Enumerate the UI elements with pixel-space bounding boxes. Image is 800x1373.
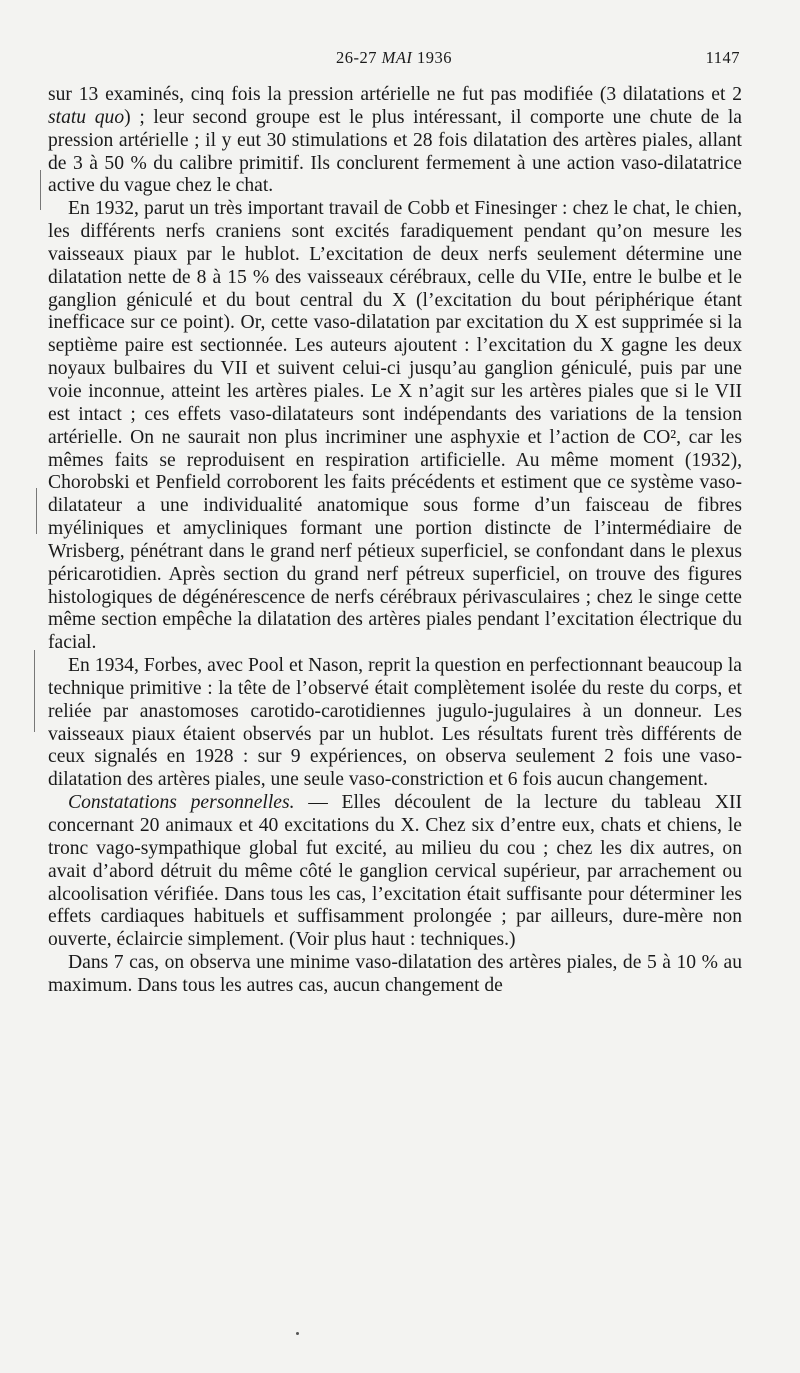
paragraph-5: Dans 7 cas, on observa une minime vaso-dilatation des artères piales, de 5 à 10 % au maximum. Dans tous les autres cas, aucun changement de — [48, 952, 742, 996]
margin-mark-2 — [36, 488, 37, 534]
margin-mark-1 — [40, 170, 41, 210]
paragraph-1-text-before: sur 13 examinés, cinq fois la pression artérielle ne fut pas modifiée (3 dilatations et 2 — [48, 84, 742, 105]
running-header — [48, 48, 740, 72]
paragraph-4-text: — Elles découlent de la lecture du tableau XII concernant 20 animaux et 40 excitations du X. Chez six d’entre eux, chats et chiens, le tronc vago-sympathique global fut excité, au milieu du cou ; chez les dix autres, on avait d’abord détruit du même côté le ganglion cervical supérieur, par arrachement ou alcoolisation vérifiée. Dans tous les cas, l’excitation était suffisante pour déterminer les effets cardiaques habituels et suffisamment prolongée ; par ailleurs, dure-mère non ouverte, éclaircie simplement. (Voir plus haut : techniques.) — [48, 792, 742, 951]
paragraph-4-heading: Constatations personnelles. — [68, 792, 295, 814]
paragraph-1-italic: statu quo — [48, 106, 125, 128]
paragraph-4 — [48, 792, 742, 952]
page-number: 1147 — [705, 48, 740, 67]
header-date-prefix: 26-27 — [335, 48, 377, 67]
paragraph-1 — [48, 84, 742, 198]
margin-mark-3 — [34, 650, 35, 732]
header-month: MAI — [381, 48, 413, 67]
body-text — [48, 84, 742, 998]
paragraph-1-text-after: ) ; leur second groupe est le plus intéressant, il comporte une chute de la pression artérielle ; il y eut 30 stimulations et 28 fois dilatation des artères piales, allant de 3 à 50 % du calibre primitif. Ils conclurent fermement à une action vaso-dilatatrice active du vague chez le chat. — [48, 106, 742, 197]
header-date — [48, 48, 740, 68]
page-speck — [296, 1332, 299, 1335]
paragraph-2: En 1932, parut un très important travail de Cobb et Finesinger : chez le chat, le chien, les différents nerfs craniens sont excités faradiquement pendant qu’on mesure les vaisseaux piaux par le hublot. L’excitation de deux nerfs seulement détermine une dilatation nette de 8 à 15 % des vaisseaux cérébraux, celle du VIIe, entre le bulbe et le ganglion géniculé et du bout central du X (l’excitation du bout périphérique étant inefficace sur ce point). Or, cette vaso-dilatation par excitation du X est supprimée si la septième paire est sectionnée. Les auteurs ajoutent : l’excitation du X gagne les deux noyaux bulbaires du VII et suivent celui-ci jusqu’au ganglion géniculé, puis par une voie inconnue, atteint les artères piales. Le X n’agit sur les artères piales que si le VII est intact ; ces effets vaso-dilatateurs sont indépendants des variations de la tension artérielle. On ne saurait non plus incriminer une asphyxie et l’action de CO², car les mêmes faits se reproduisent en respiration artificielle. Au même moment (1932), Chorobski et Penfield corroborent les faits précédents et estiment que ce système vaso-dilatateur a une individualité anatomique sous forme d’un faisceau de fibres myéliniques et amycliniques formant une portion distincte de l’intermédiaire de Wrisberg, pénétrant dans le grand nerf pétieux superficiel, se confondant dans le plexus péricarotidien. Après section du grand nerf pétreux superficiel, on trouve des figures histologiques de dégénérescence de nerfs cérébraux périvasculaires ; chez le singe cette même section empêche la dilatation des artères piales pendant l’excitation électrique du facial. — [48, 198, 742, 654]
header-year: 1936 — [417, 48, 453, 67]
paragraph-3: En 1934, Forbes, avec Pool et Nason, reprit la question en perfectionnant beaucoup la technique primitive : la tête de l’observé était complètement isolée du reste du corps, et reliée par anastomoses carotido-carotidiennes jugulo-jugulaires à un donneur. Les vaisseaux piaux étaient observés par un hublot. Les résultats furent très différents de ceux signalés en 1928 : sur 9 expériences, on observa seulement 2 fois une vaso-dilatation des artères piales, une seule vaso-constriction et 6 fois aucun changement. — [48, 655, 742, 791]
